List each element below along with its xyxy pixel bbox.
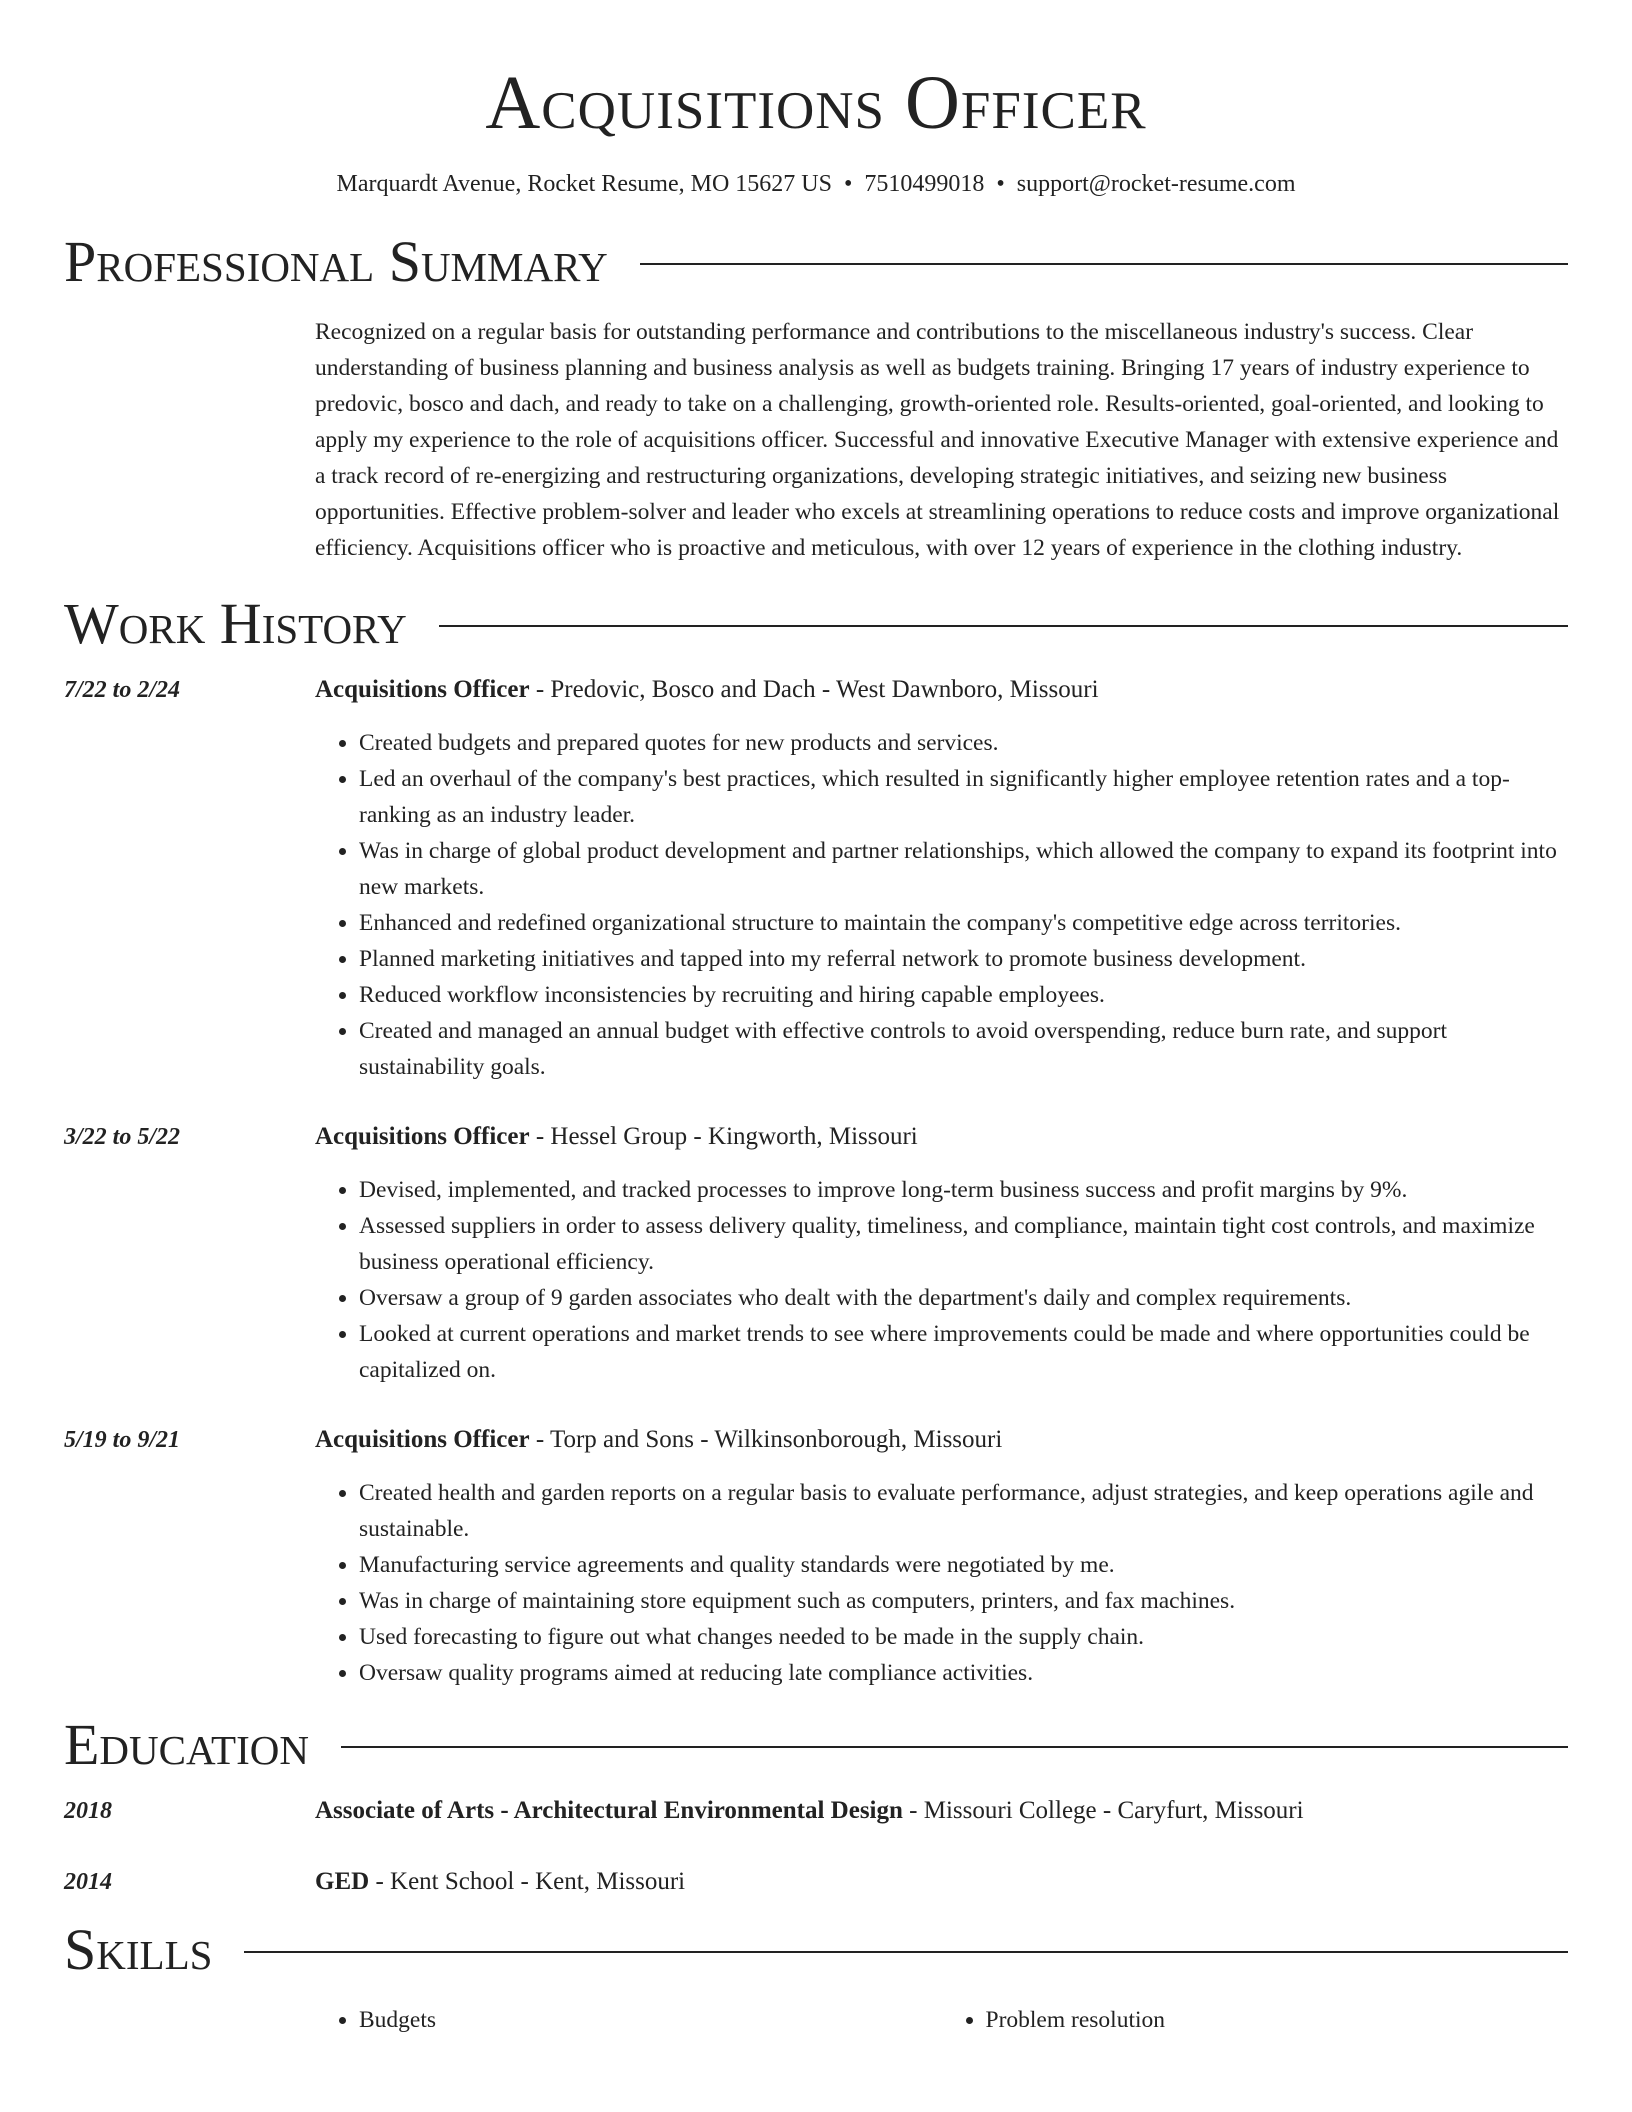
job-bullet: • Created health and garden reports on a regular basis to evaluate performance, adjust strategies, and keep operations agile and sustainable.: [359, 1475, 1568, 1547]
skills-column-right: [942, 2002, 1569, 2038]
education-school: - Missouri College - Caryfurt, Missouri: [902, 1797, 1304, 1824]
job-title: Acquisitions Officer: [315, 1123, 530, 1150]
job-bullet: • Devised, implemented, and tracked processes to improve long-term business success and profit margins by 9%.: [359, 1172, 1568, 1208]
job-title: Acquisitions Officer: [315, 1426, 530, 1453]
job-bullet: • Assessed suppliers in order to assess delivery quality, timeliness, and compliance, maintain tight cost controls, and maximize business operational efficiency.: [359, 1208, 1568, 1280]
resume-name: Acquisitions Officer: [485, 61, 1147, 145]
section-title-work: Work History: [64, 591, 407, 656]
contact-separator: •: [843, 171, 853, 197]
contact-line: [64, 168, 1568, 200]
section-header-work: [64, 592, 1568, 656]
contact-address: Marquardt Avenue, Rocket Resume, MO 15627 US: [336, 171, 832, 197]
job-body: [315, 672, 1568, 1085]
section-title-summary: Professional Summary: [64, 229, 608, 294]
summary-text: Recognized on a regular basis for outstanding performance and contributions to the miscellaneous industry's success. Clear understanding of business planning and business analysis as well as budgets training. Bringing 17 years of industry experience to predovic, bosco and dach, and ready to take on a challenging, growth-oriented role. Results-oriented, goal-oriented, and looking to apply my experience to the role of acquisitions officer. Successful and innovative Executive Manager with extensive experience and a track record of re-energizing and restructuring organizations, developing strategic initiatives, and seizing new business opportunities. Effective problem-solver and leader who excels at streamlining operations to reduce costs and improve organizational efficiency. Acquisitions officer who is proactive and meticulous, with over 12 years of experience in the clothing industry.: [315, 319, 1560, 561]
skills-column-left: [315, 2002, 942, 2038]
education-year: 2018: [64, 1798, 112, 1824]
education-heading: [315, 1793, 1568, 1829]
job-bullets: [315, 1172, 1568, 1388]
job-bullet: • Was in charge of global product development and partner relationships, which allowed the company to expand its footprint into new markets.: [359, 833, 1568, 905]
job-bullet: • Led an overhaul of the company's best practices, which resulted in significantly higher employee retention rates and a top-ranking as an industry leader.: [359, 761, 1568, 833]
section-divider: [640, 263, 1568, 265]
job-bullets: [315, 1475, 1568, 1691]
job-employer: - Predovic, Bosco and Dach - West Dawnboro, Missouri: [529, 676, 1099, 703]
section-divider: [341, 1746, 1568, 1748]
contact-separator: •: [996, 171, 1005, 197]
job-heading: [315, 1422, 1568, 1458]
job-heading: [315, 1119, 1568, 1155]
job-dates: 3/22 to 5/22: [64, 1124, 181, 1150]
job-body: [315, 1119, 1568, 1388]
education-entry: [64, 1793, 1568, 1829]
job-bullet: • Used forecasting to figure out what changes needed to be made in the supply chain.: [359, 1619, 1568, 1655]
job-entry: [64, 672, 1568, 1085]
resume-page: [64, 58, 1568, 2038]
job-bullet: • Reduced workflow inconsistencies by recruiting and hiring capable employees.: [359, 977, 1568, 1013]
section-header-education: [64, 1713, 1568, 1777]
education-year: 2014: [64, 1869, 112, 1895]
contact-phone: 7510499018: [864, 171, 985, 197]
section-divider: [439, 625, 1568, 627]
job-bullet: • Planned marketing initiatives and tapped into my referral network to promote business development.: [359, 941, 1568, 977]
job-entry: [64, 1119, 1568, 1388]
education-heading: [315, 1864, 1568, 1900]
education-entry: [64, 1864, 1568, 1900]
section-header-summary: [64, 230, 1568, 294]
job-body: [315, 1422, 1568, 1691]
job-bullet: • Looked at current operations and market trends to see where improvements could be made and where opportunities could be capitalized on.: [359, 1316, 1568, 1388]
skill-item: • Budgets: [359, 2002, 942, 2038]
education-degree: GED: [315, 1868, 370, 1895]
skill-item: • Problem resolution: [986, 2002, 1569, 2038]
job-bullet: • Oversaw a group of 9 garden associates who dealt with the department's daily and complex requirements.: [359, 1280, 1568, 1316]
contact-email[interactable]: support@rocket-resume.com: [1016, 171, 1296, 197]
section-divider: [244, 1951, 1568, 1953]
education-body: [315, 1864, 1568, 1900]
education-degree: Associate of Arts - Architectural Environmental Design: [315, 1797, 903, 1824]
job-entry: [64, 1422, 1568, 1691]
job-bullet: • Manufacturing service agreements and quality standards were negotiated by me.: [359, 1547, 1568, 1583]
job-bullet: • Created budgets and prepared quotes for new products and services.: [359, 725, 1568, 761]
job-bullet: • Enhanced and redefined organizational structure to maintain the company's competitive edge across territories.: [359, 905, 1568, 941]
job-employer: - Torp and Sons - Wilkinsonborough, Missouri: [529, 1426, 1003, 1453]
section-title-education: Education: [64, 1712, 309, 1777]
job-title: Acquisitions Officer: [315, 676, 530, 703]
job-dates: 5/19 to 9/21: [64, 1427, 181, 1453]
skills-list: [315, 2002, 1568, 2038]
job-employer: - Hessel Group - Kingworth, Missouri: [529, 1123, 918, 1150]
education-school: - Kent School - Kent, Missouri: [369, 1868, 686, 1895]
job-bullet: • Oversaw quality programs aimed at reducing late compliance activities.: [359, 1655, 1568, 1691]
job-heading: [315, 672, 1568, 708]
job-bullet: • Created and managed an annual budget with effective controls to avoid overspending, reduce burn rate, and support sustainability goals.: [359, 1013, 1568, 1085]
job-bullets: [315, 725, 1568, 1085]
section-header-skills: [64, 1918, 1568, 1982]
job-bullet: • Was in charge of maintaining store equipment such as computers, printers, and fax machines.: [359, 1583, 1568, 1619]
section-title-skills: Skills: [64, 1917, 213, 1982]
job-dates: 7/22 to 2/24: [64, 677, 181, 703]
education-body: [315, 1793, 1568, 1829]
